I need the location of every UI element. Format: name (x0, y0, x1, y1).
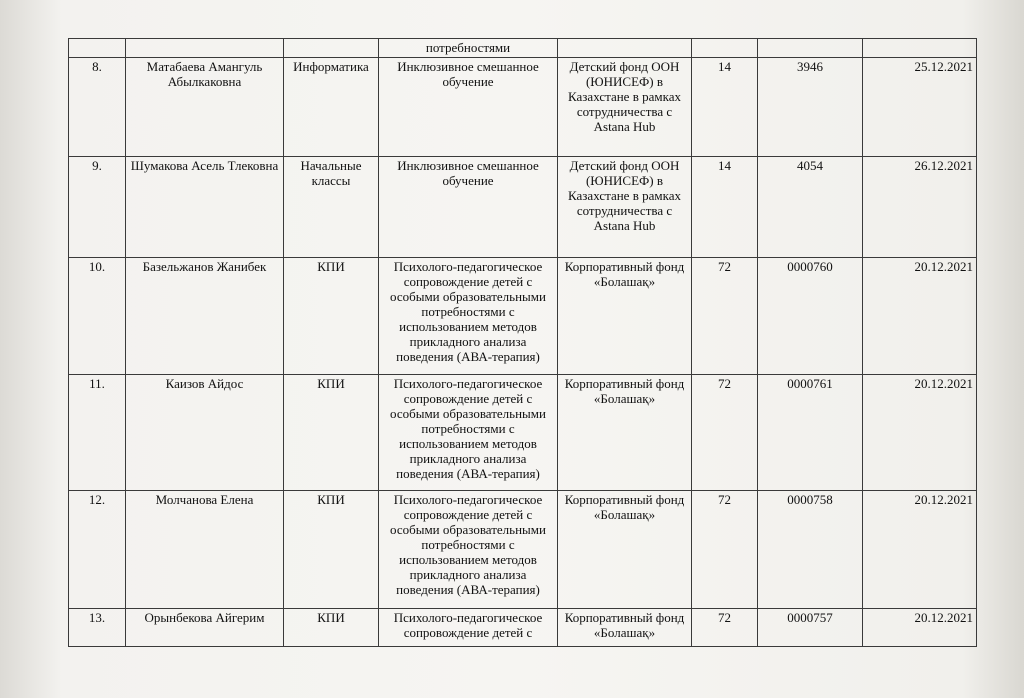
cell-hours: 14 (692, 58, 758, 157)
cell-course: Инклюзивное смешанное обучение (379, 58, 558, 157)
cell-date (863, 39, 977, 58)
cell-subject: КПИ (284, 491, 379, 609)
cell-hours (692, 39, 758, 58)
table-row (69, 375, 977, 491)
cell-organizer: Корпоративный фонд «Болашақ» (558, 609, 692, 647)
cell-date: 20.12.2021 (863, 258, 977, 375)
cell-course: Психолого-педагогическое сопровождение детей с (379, 609, 558, 647)
cell-num: 10. (69, 258, 126, 375)
cell-cert: 0000761 (758, 375, 863, 491)
cell-name: Шумакова Асель Тлековна (126, 157, 284, 258)
table-row (69, 58, 977, 157)
cell-hours: 14 (692, 157, 758, 258)
cell-hours: 72 (692, 609, 758, 647)
cell-cert: 0000758 (758, 491, 863, 609)
cell-cert: 0000760 (758, 258, 863, 375)
cell-num: 8. (69, 58, 126, 157)
table-row (69, 157, 977, 258)
table-row (69, 491, 977, 609)
cell-organizer: Корпоративный фонд «Болашақ» (558, 375, 692, 491)
cell-subject: Информатика (284, 58, 379, 157)
cell-cert: 4054 (758, 157, 863, 258)
cell-name (126, 39, 284, 58)
cell-hours: 72 (692, 375, 758, 491)
cell-subject: Начальные классы (284, 157, 379, 258)
cell-hours: 72 (692, 491, 758, 609)
cell-name: Орынбекова Айгерим (126, 609, 284, 647)
cell-cert: 0000757 (758, 609, 863, 647)
cell-name: Матабаева Амангуль Абылкаковна (126, 58, 284, 157)
cell-num: 13. (69, 609, 126, 647)
cell-num: 12. (69, 491, 126, 609)
cell-subject (284, 39, 379, 58)
cell-organizer: Детский фонд ООН (ЮНИСЕФ) в Казахстане в рамках сотрудничества с Astana Hub (558, 58, 692, 157)
cell-course: Психолого-педагогическое сопровождение детей с особыми образовательными потребностями с использованием методов прикладного анализа поведения (АВА-терапия) (379, 491, 558, 609)
cell-organizer: Детский фонд ООН (ЮНИСЕФ) в Казахстане в рамках сотрудничества с Astana Hub (558, 157, 692, 258)
cell-date: 20.12.2021 (863, 491, 977, 609)
table-row (69, 609, 977, 647)
cell-course: Психолого-педагогическое сопровождение детей с особыми образовательными потребностями с использованием методов прикладного анализа поведения (АВА-терапия) (379, 258, 558, 375)
cell-hours: 72 (692, 258, 758, 375)
cell-num (69, 39, 126, 58)
table-row (69, 258, 977, 375)
cell-subject: КПИ (284, 375, 379, 491)
cell-course: Психолого-педагогическое сопровождение детей с особыми образовательными потребностями с использованием методов прикладного анализа поведения (АВА-терапия) (379, 375, 558, 491)
cell-subject: КПИ (284, 609, 379, 647)
cell-organizer: Корпоративный фонд «Болашақ» (558, 491, 692, 609)
cell-date: 20.12.2021 (863, 375, 977, 491)
cell-date: 20.12.2021 (863, 609, 977, 647)
cell-cert (758, 39, 863, 58)
cell-name: Базельжанов Жанибек (126, 258, 284, 375)
cell-course: потребностями (379, 39, 558, 58)
cell-num: 9. (69, 157, 126, 258)
cell-name: Молчанова Елена (126, 491, 284, 609)
cell-course: Инклюзивное смешанное обучение (379, 157, 558, 258)
cell-name: Каизов Айдос (126, 375, 284, 491)
cell-date: 25.12.2021 (863, 58, 977, 157)
cell-subject: КПИ (284, 258, 379, 375)
table-row-continuation (69, 39, 977, 58)
cell-num: 11. (69, 375, 126, 491)
training-table (68, 38, 977, 647)
cell-organizer (558, 39, 692, 58)
cell-cert: 3946 (758, 58, 863, 157)
cell-organizer: Корпоративный фонд «Болашақ» (558, 258, 692, 375)
cell-date: 26.12.2021 (863, 157, 977, 258)
